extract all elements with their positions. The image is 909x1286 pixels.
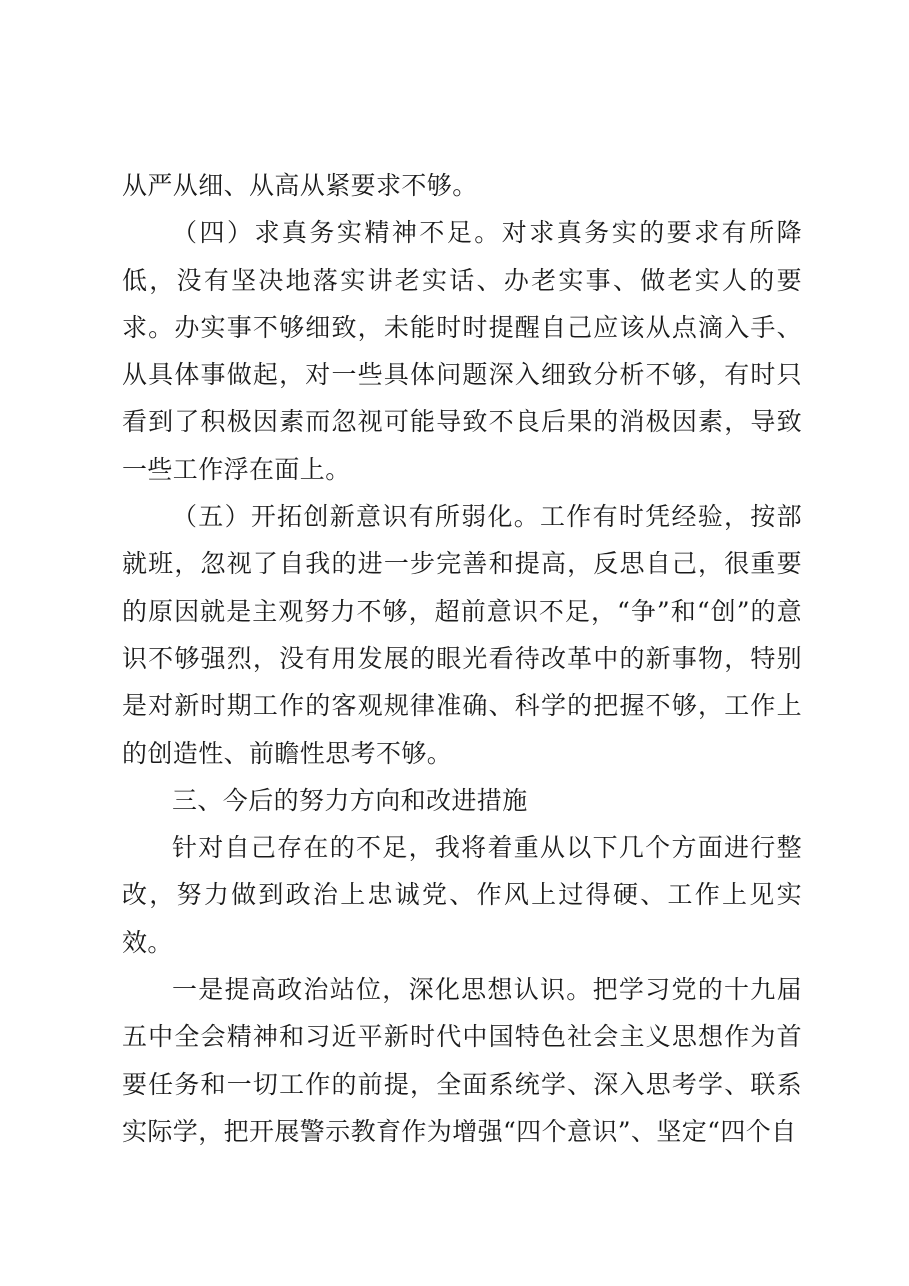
paragraph-section-five: （五）开拓创新意识有所弱化。工作有时凭经验，按部就班，忽视了自我的进一步完善和提高，反思自己，很重要的原因就是主观努力不够，超前意识不足，“争”和“创”的意识不够强烈，没有用发展的眼光看待改革中的新事物，特别是对新时期工作的客观规律准确、科学的把握不够，工作上的创造性、前瞻性思考不够。 bbox=[122, 502, 802, 768]
paragraph-continuation: 从严从细、从高从紧要求不够。 bbox=[122, 171, 478, 200]
section-heading-three: 三、今后的努力方向和改进措施 bbox=[172, 785, 528, 815]
paragraph-measure-one: 一是提高政治站位，深化思想认识。把学习党的十九届五中全会精神和习近平新时代中国特色社会主义思想作为首要任务和一切工作的前提，全面系统学、深入思考学、联系实际学，把开展警示教育作为增强“四个意识”、坚定“四个自 bbox=[122, 975, 802, 1146]
paragraph-section-four: （四）求真务实精神不足。对求真务实的要求有所降低，没有坚决地落实讲老实话、办老实事、做老实人的要求。办实事不够细致，未能时时提醒自己应该从点滴入手、从具体事做起，对一些具体问题深入细致分析不够，有时只看到了积极因素而忽视可能导致不良后果的消极因素，导致一些工作浮在面上。 bbox=[122, 218, 802, 484]
paragraph-intro: 针对自己存在的不足，我将着重从以下几个方面进行整改，努力做到政治上忠诚党、作风上过得硬、工作上见实效。 bbox=[122, 833, 802, 957]
document-body bbox=[122, 162, 802, 1155]
